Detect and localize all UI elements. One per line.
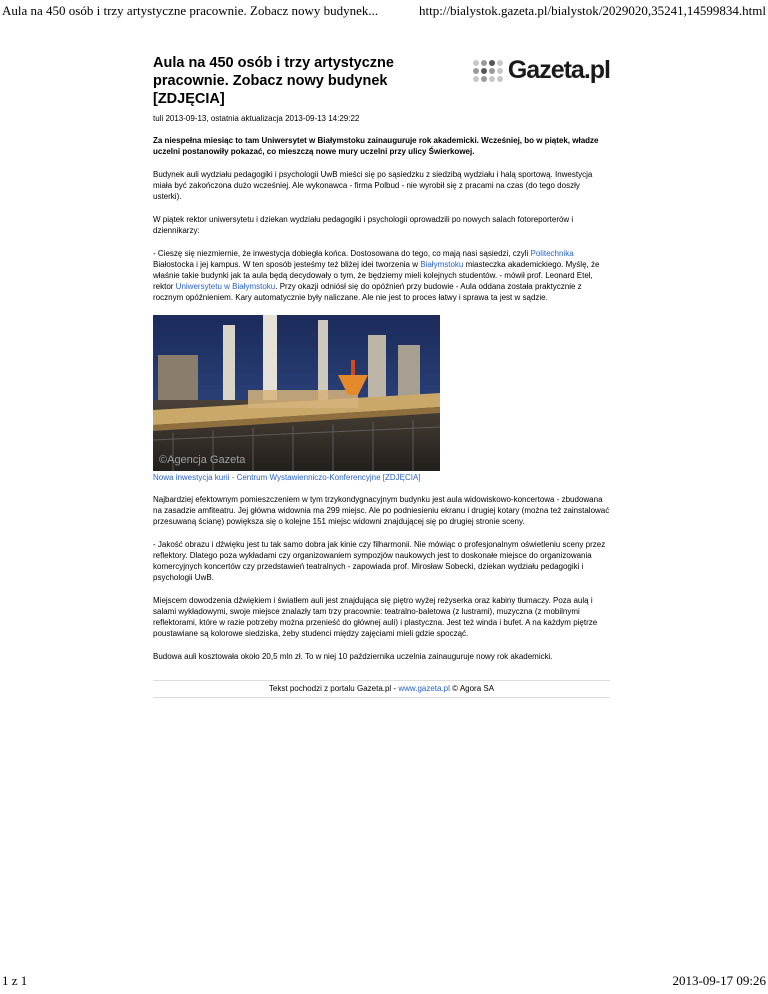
photo-watermark: ©Agencja Gazeta <box>159 454 246 466</box>
paragraph-1: Budynek auli wydziału pedagogiki i psychologii UwB mieści się po sąsiedzku z siedzibą wydziału i halą sportową. Inwestycja miała być zakończona dużo wcześniej. Ale wykonawca - firma Polbud - nie wyrobił się z pracami na czas (do tego doszły usterki). <box>153 170 593 201</box>
print-page-title: Aula na 450 osób i trzy artystyczne pracownie. Zobacz nowy budynek... <box>2 3 379 18</box>
paragraph-4: Najbardziej efektownym pomieszczeniem w tym trzykondygnacyjnym budynku jest aula widowiskowo-koncertowa - zbudowana na zasadzie amfiteatru. Jej główna widownia ma 299 miejsc. Ale po podniesieniu ekranu i drugiej kotary (można też zainstalować przesuwaną ścianę) powiększa się o kolejne 151 miejsc widowni znajdującej się po drugiej stronie sceny. <box>153 495 610 526</box>
link-bialystok[interactable]: Białymstoku <box>420 260 464 269</box>
gazeta-logo-text: Gazeta.pl <box>507 56 610 84</box>
article-photo[interactable] <box>153 315 440 471</box>
article-meta: tuli 2013-09-13, ostatnia aktualizacja 2013-09-13 14:29:22 <box>153 114 360 123</box>
print-footer <box>0 973 768 991</box>
print-url: http://bialystok.gazeta.pl/bialystok/2029020,35241,14599834.html <box>418 3 766 18</box>
source-note <box>153 680 610 698</box>
construction-photo-image <box>153 315 440 471</box>
paragraph-7: Budowa auli kosztowała około 20,5 mln zł. To w niej 10 października uczelnia zainauguruje nowy rok akademicki. <box>153 652 553 661</box>
paragraph-3 <box>153 248 610 303</box>
photo-caption-link[interactable]: Nowa inwestycja kurii - Centrum Wystawienniczo-Konferencyjne [ZDJĘCIA] <box>153 473 421 482</box>
paragraph-3-text-c: miasteczka akademickiego. Myślę, że właśnie takie budynki jak ta aula będą decydowały o tym, że będziemy mieli kolejnych studentów. - mówił prof. Leonard Etel, rektor <box>153 260 600 291</box>
paragraph-3-text-d: . Przy okazji odniósł się do opóźnień przy budowie - Aula oddana została praktycznie z rocznym opóźnieniem. Kary automatycznie były naliczane. Ale nie jest to proces łatwy i sprawa ta jest w sądzie. <box>153 282 582 302</box>
paragraph-5: - Jakość obrazu i dźwięku jest tu tak samo dobra jak kinie czy filharmonii. Nie mówiąc o profesjonalnym oświetleniu sceny przez reflektory. Dlatego poza wykładami czy organizowaniem sympozjów naukowych jest to doskonałe miejsce do organizowania komercyjnych koncertów czy przedstawień teatralnych - zapowiada prof. Mirosław Sobecki, dziekan wydziału pedagogiki i psychologii UwB. <box>153 540 606 582</box>
gazeta-dots-logo-icon <box>473 60 503 82</box>
link-politechnika[interactable]: Politechnika <box>530 249 574 258</box>
article-lead: Za niespełna miesiąc to tam Uniwersytet w Białymstoku zainauguruje rok akademicki. Wcześniej, bo w piątek, władze uczelni postanowiły pokazać, co mieszczą nowe mury uczelni przy ulicy Świerkowej. <box>153 136 599 156</box>
source-prefix: Tekst pochodzi z portalu Gazeta.pl - <box>268 684 399 693</box>
source-suffix: © Agora SA <box>449 684 495 693</box>
paragraph-3-text-a: - Cieszę się niezmiernie, że inwestycja dobiegła końca. Dostosowana do tego, co mają nasi sąsiedzi, czyli <box>153 249 531 258</box>
paragraph-3-text-b: Białostocka i jej kampus. W ten sposób jesteśmy też bliżej idei tworzenia w <box>153 260 421 269</box>
source-link[interactable]: www.gazeta.pl <box>398 684 450 693</box>
paragraph-6: Miejscem dowodzenia dźwiękiem i światłem auli jest znajdująca się piętro wyżej reżyserka oraz kabiny tłumaczy. Poza aulą i salami wykładowymi, swoje miejsce znalazły tam trzy pracownie: teatralno-baletowa (z lustrami), muzyczna (z mobilnymi reflektorami, które w razie potrzeby można przenieść do głównej auli) i plastyczna. Jest też winda i bufet. A na każdym piętrze poustawiane są kolorowe siedziska, żeby studenci między zajęciami mieli gdzie spocząć. <box>153 596 598 638</box>
gazeta-logo <box>473 56 610 85</box>
print-datetime: 2013-09-17 09:26 <box>672 973 766 988</box>
title-row <box>153 52 610 110</box>
paragraph-2: W piątek rektor uniwersytetu i dziekan wydziału pedagogiki i psychologii oprowadzili po nowych salach fotoreporterów i dziennikarzy: <box>153 215 574 235</box>
article <box>153 52 610 698</box>
page-count: 1 z 1 <box>2 973 28 988</box>
link-uniwersytet[interactable]: Uniwersytetu w Białymstoku <box>175 282 276 291</box>
article-title: Aula na 450 osób i trzy artystyczne pracownie. Zobacz nowy budynek [ZDJĘCIA] <box>153 55 394 107</box>
print-header <box>0 3 768 21</box>
